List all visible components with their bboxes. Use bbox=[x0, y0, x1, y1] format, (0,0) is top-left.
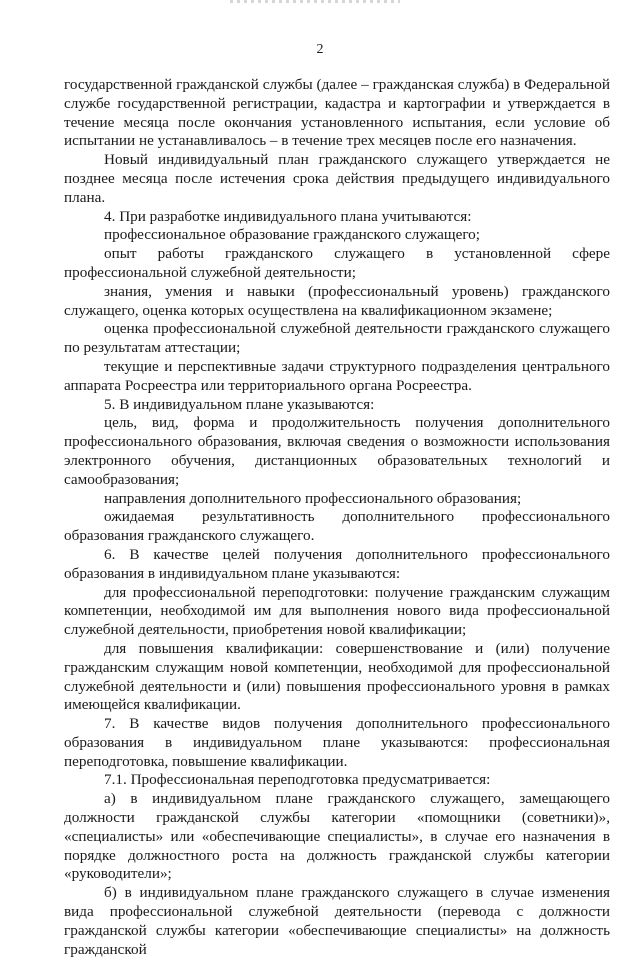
paragraph: опыт работы гражданского служащего в установленной сфере профессиональной служебной деятельности; bbox=[64, 245, 610, 281]
paragraph: для повышения квалификации: совершенствование и (или) получение гражданским служащим новой компетенции, необходимой для профессиональной служебной деятельности и (или) повышения профессионального уровня в рамках имеющейся квалификации. bbox=[64, 639, 610, 714]
paragraph: ожидаемая результативность дополнительного профессионального образования гражданского служащего. bbox=[64, 508, 610, 545]
paragraph: Новый индивидуальный план гражданского служащего утверждается не позднее месяца после истечения срока действия предыдущего индивидуального плана. bbox=[64, 151, 610, 206]
paragraph: 6. В качестве целей получения дополнительного профессионального образования в индивидуальном плане указываются: bbox=[64, 545, 610, 582]
paragraph: цель, вид, форма и продолжительность получения дополнительного профессионального образования, включая сведения о возможности использования электронного обучения, дистанционных образовательных технологий и самообразования; bbox=[64, 414, 610, 488]
paragraph: оценка профессиональной служебной деятельности гражданского служащего по результатам аттестации; bbox=[64, 320, 610, 357]
paragraph: знания, умения и навыки (профессиональный уровень) гражданского служащего, оценка которых осуществлена на квалификационном экзамене; bbox=[64, 282, 610, 319]
paragraph: 7. В качестве видов получения дополнительного профессионального образования в индивидуальном плане указываются: профессиональная переподготовка, повышение квалификации. bbox=[64, 715, 610, 770]
document-body bbox=[64, 76, 610, 959]
paragraph: 7.1. Профессиональная переподготовка предусматривается: bbox=[104, 771, 491, 789]
paragraph: 4. При разработке индивидуального плана учитываются: bbox=[104, 207, 472, 225]
paragraph: направления дополнительного профессионального образования; bbox=[104, 489, 522, 507]
paragraph: текущие и перспективные задачи структурного подразделения центрального аппарата Росреестра или территориального органа Росреестра. bbox=[64, 357, 610, 394]
paragraph: государственной гражданской службы (далее – гражданская служба) в Федеральной службе государственной регистрации, кадастра и картографии и утверждается в течение месяца после окончания установленного испытания, если условие об испытании не устанавливалось – в течение трех месяцев после его назначения. bbox=[64, 76, 610, 150]
paragraph: профессиональное образование гражданского служащего; bbox=[104, 226, 480, 244]
paragraph: б) в индивидуальном плане гражданского служащего в случае изменения вида профессиональной служебной деятельности (перевода с должности гражданской службы категории «обеспечивающие специалисты» на должность гражданской bbox=[64, 884, 610, 958]
scan-artifact bbox=[230, 0, 400, 3]
paragraph: а) в индивидуальном плане гражданского служащего, замещающего должности гражданской службы категории «помощники (советники)», «специалисты» или «обеспечивающие специалисты», в случае его назначения в порядке должностного роста на должность гражданской службы категории «руководители»; bbox=[64, 790, 610, 883]
page-number: 2 bbox=[316, 42, 324, 57]
paragraph: 5. В индивидуальном плане указываются: bbox=[104, 395, 375, 413]
paragraph: для профессиональной переподготовки: получение гражданским служащим компетенции, необходимой им для выполнения нового вида профессиональной служебной деятельности, приобретения новой квалификации; bbox=[64, 583, 610, 639]
